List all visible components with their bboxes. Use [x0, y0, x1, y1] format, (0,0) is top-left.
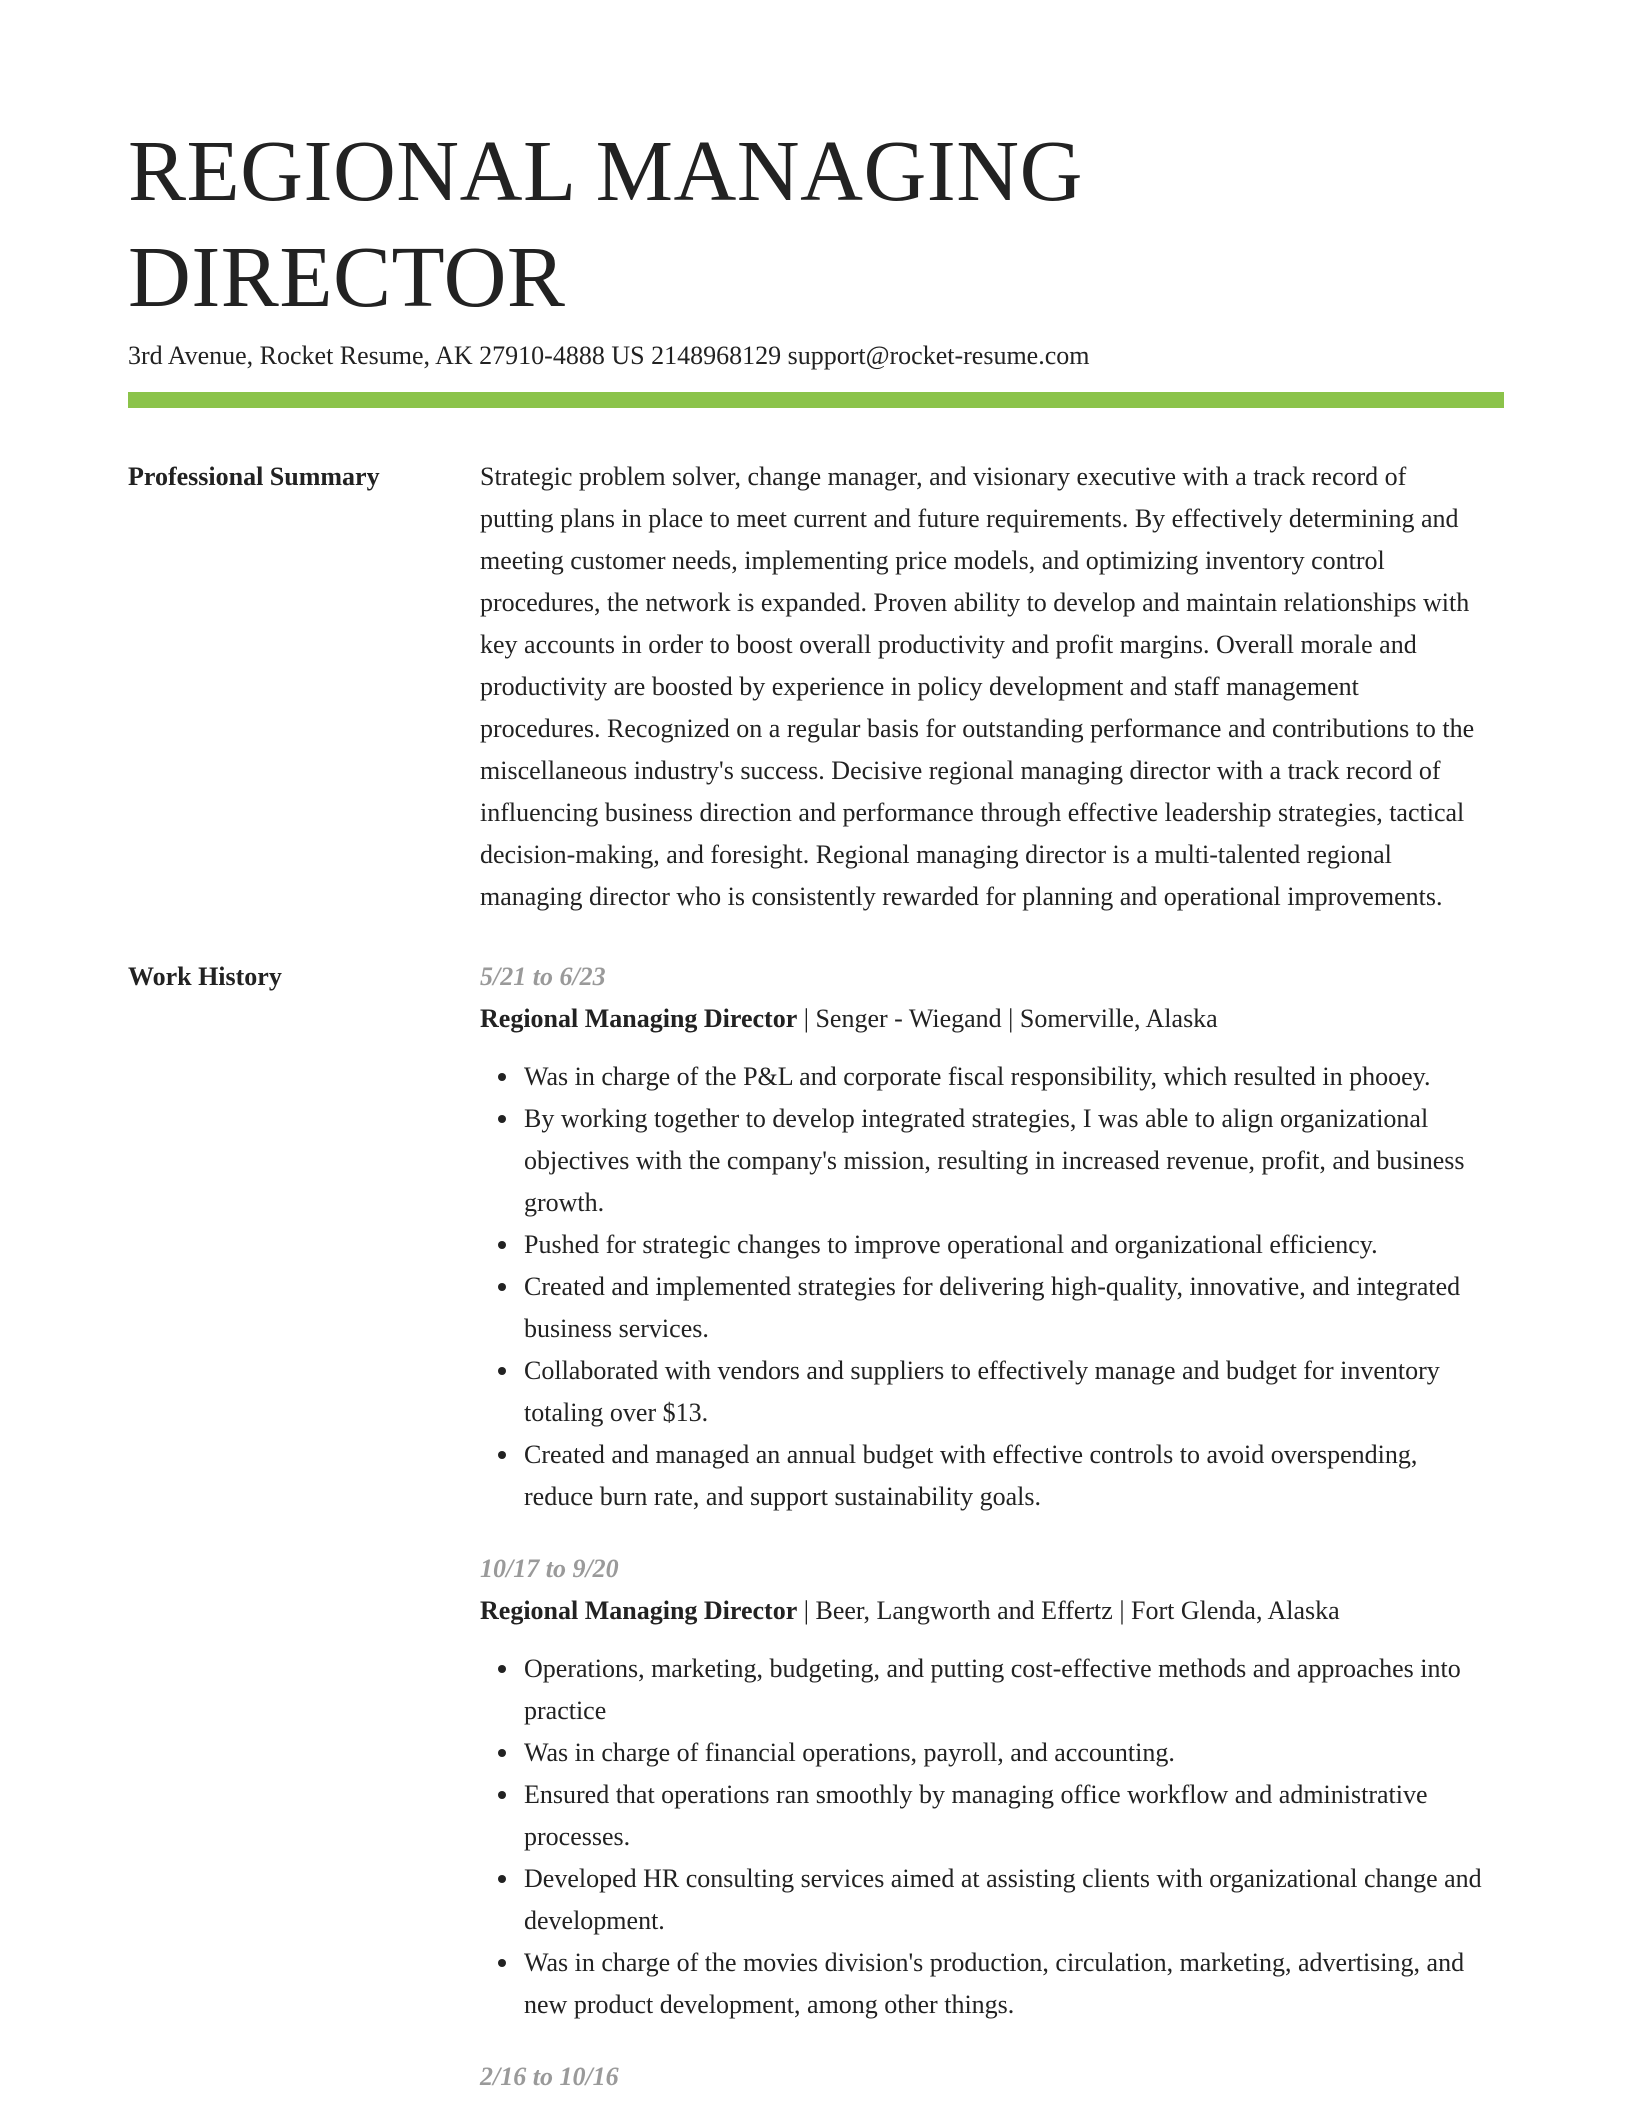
contact-line: 3rd Avenue, Rocket Resume, AK 27910-4888 US 2148968129 support@rocket-resume.com — [128, 341, 1090, 370]
job-bullet: Developed HR consulting services aimed at assisting clients with organizational change and development. — [524, 1858, 1484, 1942]
job-bullet: Ensured that operations ran smoothly by managing office workflow and administrative processes. — [524, 1774, 1484, 1858]
job-bullets — [480, 1056, 1504, 1518]
job-entry — [480, 956, 1504, 1518]
job-title-line — [480, 1590, 1504, 1632]
candidate-name: REGIONAL MANAGING DIRECTOR — [128, 122, 1083, 325]
job-bullet: Created and implemented strategies for delivering high-quality, innovative, and integrated business services. — [524, 1266, 1484, 1350]
job-bullet: Was in charge of financial operations, payroll, and accounting. — [524, 1732, 1484, 1774]
work-history-body — [480, 956, 1504, 2128]
job-title-line — [480, 998, 1504, 1040]
work-history-heading: Work History — [128, 962, 282, 991]
summary-heading: Professional Summary — [128, 462, 380, 491]
job-bullet: Created and managed an annual budget with effective controls to avoid overspending, reduce burn rate, and support sustainability goals. — [524, 1434, 1484, 1518]
job-details: | Senger - Wiegand | Somerville, Alaska — [797, 1004, 1218, 1033]
job-dates: 2/16 to 10/16 — [480, 2062, 619, 2091]
job-entry — [480, 2056, 1504, 2098]
job-bullet: Was in charge of the movies division's production, circulation, marketing, advertising, and new product development, among other things. — [524, 1942, 1484, 2026]
job-bullet: Operations, marketing, budgeting, and putting cost-effective methods and approaches into practice — [524, 1648, 1484, 1732]
resume-page — [128, 118, 1504, 2128]
job-dates: 5/21 to 6/23 — [480, 962, 606, 991]
job-title: Regional Managing Director — [480, 1596, 798, 1625]
work-history-section — [128, 956, 1504, 2128]
summary-section — [128, 456, 1504, 918]
summary-body — [480, 456, 1504, 918]
job-title: Regional Managing Director — [480, 1004, 798, 1033]
job-details: | Beer, Langworth and Effertz | Fort Glenda, Alaska — [797, 1596, 1340, 1625]
job-bullet: By working together to develop integrated strategies, I was able to align organizational objectives with the company's mission, resulting in increased revenue, profit, and business growth. — [524, 1098, 1484, 1224]
job-bullet: Collaborated with vendors and suppliers to effectively manage and budget for inventory totaling over $13. — [524, 1350, 1484, 1434]
job-bullets — [480, 1648, 1504, 2026]
job-bullet: Pushed for strategic changes to improve operational and organizational efficiency. — [524, 1224, 1484, 1266]
job-dates: 10/17 to 9/20 — [480, 1554, 619, 1583]
summary-text: Strategic problem solver, change manager, and visionary executive with a track record of putting plans in place to meet current and future requirements. By effectively determining and meeting customer needs, implementing price models, and optimizing inventory control procedures, the network is expanded. Proven ability to develop and maintain relationships with key accounts in order to boost overall productivity and profit margins. Overall morale and productivity are boosted by experience in policy development and staff management procedures. Recognized on a regular basis for outstanding performance and contributions to the miscellaneous industry's success. Decisive regional managing director with a track record of influencing business direction and performance through effective leadership strategies, tactical decision-making, and foresight. Regional managing director is a multi-talented regional managing director who is consistently rewarded for planning and operational improvements. — [480, 462, 1475, 911]
job-bullet: Was in charge of the P&L and corporate fiscal responsibility, which resulted in phooey. — [524, 1056, 1484, 1098]
job-entry — [480, 1548, 1504, 2026]
header-divider — [128, 392, 1504, 408]
